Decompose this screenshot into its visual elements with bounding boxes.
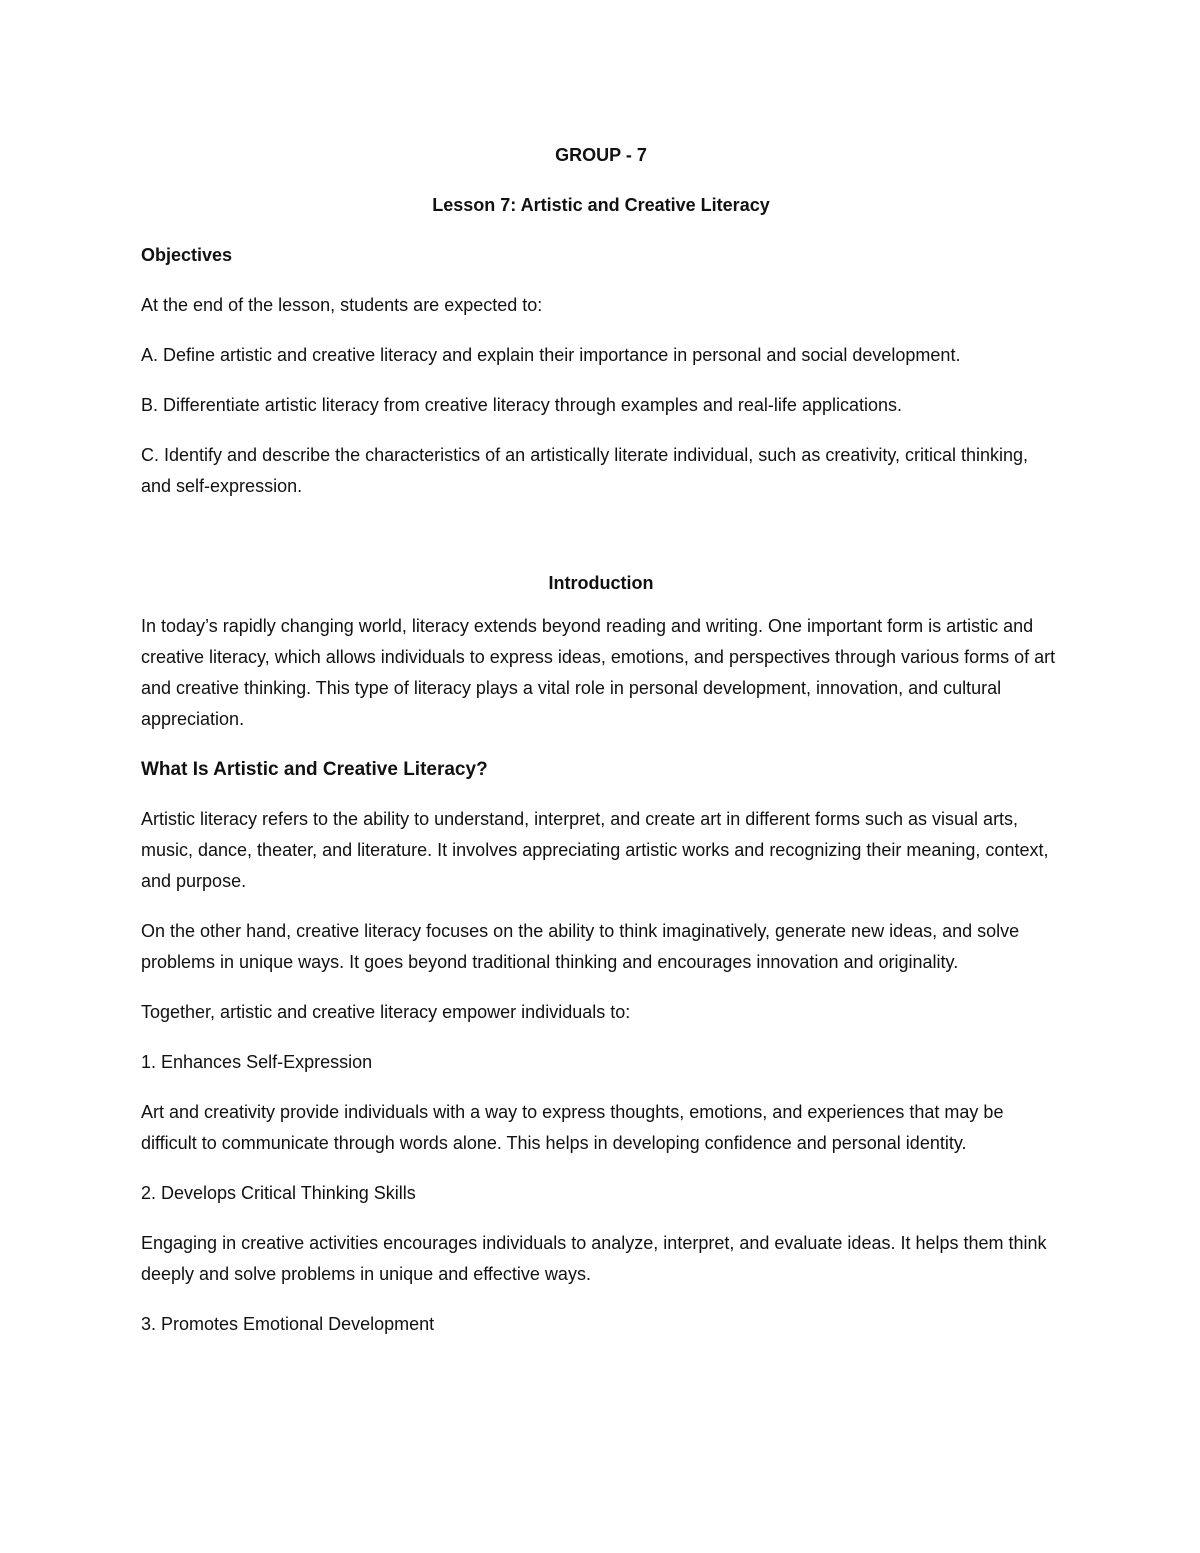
document-content bbox=[141, 140, 1061, 1359]
objectives-heading: Objectives bbox=[141, 245, 233, 265]
introduction-body: In today’s rapidly changing world, literacy extends beyond reading and writing. One important form is artistic and creative literacy, which allows individuals to express ideas, emotions, and perspectives through various forms of art and creative thinking. This type of literacy plays a vital role in personal development, innovation, and cultural appreciation. bbox=[141, 616, 1056, 729]
objectives-intro: At the end of the lesson, students are expected to: bbox=[141, 295, 543, 315]
point-3-title: 3. Promotes Emotional Development bbox=[141, 1314, 435, 1334]
point-2-title: 2. Develops Critical Thinking Skills bbox=[141, 1183, 416, 1203]
creative-literacy-paragraph: On the other hand, creative literacy focuses on the ability to think imaginatively, generate new ideas, and solve problems in unique ways. It goes beyond traditional thinking and encourages innovation and originality. bbox=[141, 921, 1020, 972]
lesson-title: Lesson 7: Artistic and Creative Literacy bbox=[432, 195, 770, 215]
artistic-literacy-paragraph: Artistic literacy refers to the ability to understand, interpret, and create art in different forms such as visual arts, music, dance, theater, and literature. It involves appreciating artistic works and recognizing their meaning, context, and purpose. bbox=[141, 809, 1049, 891]
section-spacer bbox=[141, 521, 1061, 568]
objective-b: B. Differentiate artistic literacy from creative literacy through examples and real-life applications. bbox=[141, 395, 903, 415]
point-1-title: 1. Enhances Self-Expression bbox=[141, 1052, 373, 1072]
introduction-heading: Introduction bbox=[548, 573, 654, 593]
objective-c: C. Identify and describe the characteristics of an artistically literate individual, such as creativity, critical thinking, and self-expression. bbox=[141, 445, 1029, 496]
group-title: GROUP - 7 bbox=[555, 145, 647, 165]
what-is-heading: What Is Artistic and Creative Literacy? bbox=[141, 759, 488, 780]
objective-a: A. Define artistic and creative literacy and explain their importance in personal and social development. bbox=[141, 345, 961, 365]
point-1-text: Art and creativity provide individuals with a way to express thoughts, emotions, and experiences that may be difficult to communicate through words alone. This helps in developing confidence and personal identity. bbox=[141, 1102, 1004, 1153]
point-2-text: Engaging in creative activities encourages individuals to analyze, interpret, and evaluate ideas. It helps them think deeply and solve problems in unique and effective ways. bbox=[141, 1233, 1047, 1284]
together-paragraph: Together, artistic and creative literacy empower individuals to: bbox=[141, 1002, 631, 1022]
